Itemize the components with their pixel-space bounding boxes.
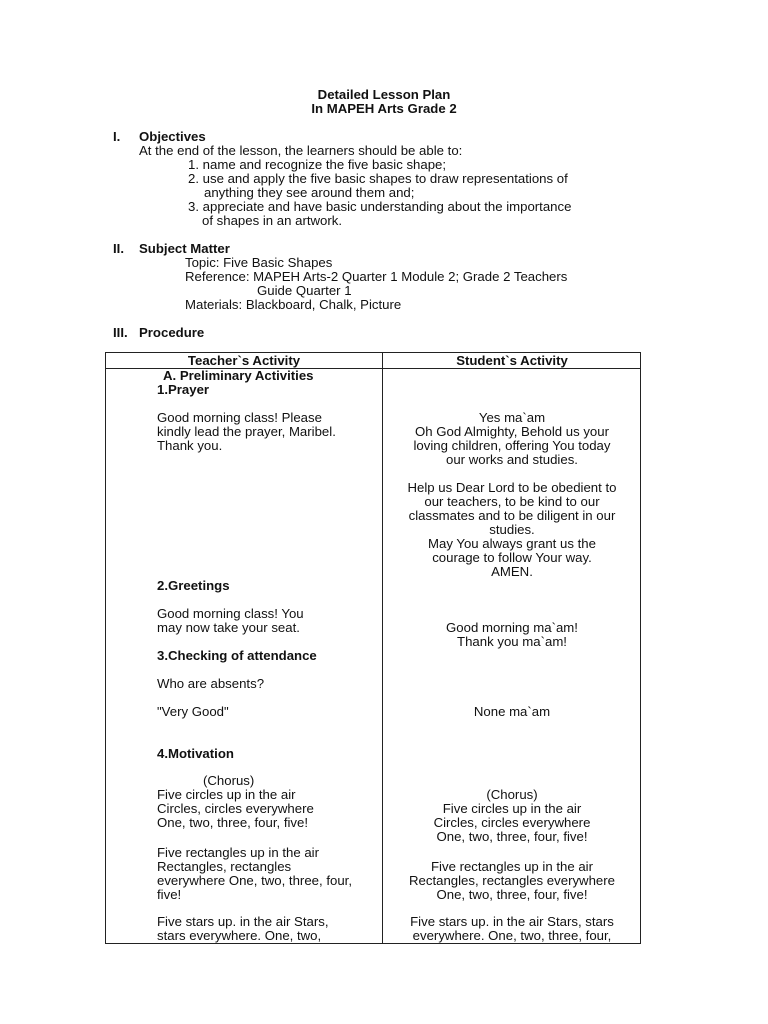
objective-item-2: 2. use and apply the five basic shapes to draw representations of <box>188 171 568 186</box>
greetings-teacher-line: may now take your seat. <box>157 620 300 635</box>
prayer-student-line: Yes ma`am <box>478 410 546 425</box>
procedure-table <box>105 352 641 944</box>
motivation-line: (Chorus) <box>486 787 538 802</box>
objective-item-3-cont: of shapes in an artwork. <box>202 213 343 228</box>
motivation-teacher-verse-3 <box>157 915 329 943</box>
motivation-line: Rectangles, rectangles <box>157 859 292 874</box>
objective-item-3: 3. appreciate and have basic understanding about the importance <box>188 199 572 214</box>
greetings-teacher-line: Good morning class! You <box>157 606 304 621</box>
motivation-line: Circles, circles everywhere <box>433 815 591 830</box>
attendance-teacher-question: Who are absents? <box>157 676 265 691</box>
document-subtitle: In MAPEH Arts Grade 2 <box>311 101 457 116</box>
prayer-student-line: loving children, offering You today <box>413 438 611 453</box>
prayer-teacher-text <box>157 411 336 453</box>
prayer-student-line: classmates and to be diligent in our <box>408 508 616 523</box>
section-numeral-subject-matter: II. <box>113 241 124 256</box>
greetings-heading: 2.Greetings <box>157 578 230 593</box>
motivation-line: five! <box>157 887 182 902</box>
column-header-teacher: Teacher`s Activity <box>187 353 301 368</box>
greetings-student-line: Thank you ma`am! <box>457 634 567 649</box>
motivation-line: stars everywhere. One, two, <box>157 928 322 943</box>
attendance-heading: 3.Checking of attendance <box>157 648 317 663</box>
prayer-student-line: AMEN. <box>491 564 533 579</box>
section-heading-objectives: Objectives <box>139 129 206 144</box>
motivation-line: Rectangles, rectangles everywhere <box>409 873 615 888</box>
objectives-intro: At the end of the lesson, the learners should be able to: <box>139 143 463 158</box>
prayer-student-text-2 <box>383 481 641 579</box>
subject-reference: Reference: MAPEH Arts-2 Quarter 1 Module 2; Grade 2 Teachers <box>185 269 568 284</box>
section-heading-subject-matter: Subject Matter <box>139 241 230 256</box>
greetings-student-line: Good morning ma`am! <box>446 620 578 635</box>
motivation-line: Five rectangles up in the air <box>431 859 593 874</box>
motivation-student-verse-1 <box>383 788 641 844</box>
motivation-line: One, two, three, four, five! <box>157 815 308 830</box>
motivation-line: (Chorus) <box>203 773 255 788</box>
motivation-student-verse-3 <box>383 915 641 943</box>
prayer-teacher-line: Thank you. <box>157 438 223 453</box>
subject-topic: Topic: Five Basic Shapes <box>185 255 333 270</box>
prayer-student-line: studies. <box>489 522 535 537</box>
prayer-student-line: Help us Dear Lord to be obedient to <box>407 480 617 495</box>
section-numeral-procedure: III. <box>113 325 128 340</box>
attendance-teacher-response: "Very Good" <box>157 704 229 719</box>
column-header-student: Student`s Activity <box>456 353 568 368</box>
greetings-teacher-text <box>157 607 304 635</box>
motivation-line: One, two, three, four, five! <box>436 887 588 902</box>
prayer-student-line: courage to follow Your way. <box>432 550 592 565</box>
subject-materials: Materials: Blackboard, Chalk, Picture <box>185 297 402 312</box>
motivation-student-verse-2 <box>383 860 641 902</box>
motivation-text: Five rectangles up in the air <box>157 845 319 860</box>
prayer-teacher-line: Good morning class! Please <box>157 410 322 425</box>
section-heading-procedure: Procedure <box>139 325 205 340</box>
motivation-line: One, two, three, four, five! <box>436 829 588 844</box>
objective-item-1: 1. name and recognize the five basic shape; <box>188 157 447 172</box>
motivation-line <box>157 846 375 860</box>
prayer-student-line: May You always grant us the <box>428 536 596 551</box>
prayer-student-text-1 <box>383 411 641 467</box>
motivation-line: Five stars up. in the air Stars, <box>157 914 329 929</box>
motivation-heading: 4.Motivation <box>157 746 234 761</box>
motivation-teacher-verse-1 <box>157 774 314 830</box>
motivation-line: everywhere. One, two, three, four, <box>412 928 612 943</box>
prayer-teacher-line: kindly lead the prayer, Maribel. <box>157 424 336 439</box>
motivation-line: everywhere One, two, three, four, <box>157 873 352 888</box>
prayer-heading: 1.Prayer <box>157 382 210 397</box>
section-numeral-objectives: I. <box>113 129 121 144</box>
motivation-line: Five circles up in the air <box>157 787 296 802</box>
motivation-line: Five stars up. in the air Stars, stars <box>410 914 614 929</box>
document-title: Detailed Lesson Plan <box>317 87 451 102</box>
objective-item-2-cont: anything they see around them and; <box>204 185 415 200</box>
attendance-student-text: None ma`am <box>473 704 551 719</box>
prayer-student-line: Oh God Almighty, Behold us your <box>414 424 609 439</box>
subject-reference-cont: Guide Quarter 1 <box>257 283 352 298</box>
motivation-teacher-verse-2 <box>157 846 376 902</box>
prayer-student-line: our teachers, to be kind to our <box>424 494 600 509</box>
prayer-student-line: our works and studies. <box>446 452 578 467</box>
motivation-line: Five circles up in the air <box>442 801 582 816</box>
section-preliminary-activities: A. Preliminary Activities <box>163 368 314 383</box>
motivation-line: Circles, circles everywhere <box>157 801 314 816</box>
greetings-student-text <box>383 621 641 649</box>
